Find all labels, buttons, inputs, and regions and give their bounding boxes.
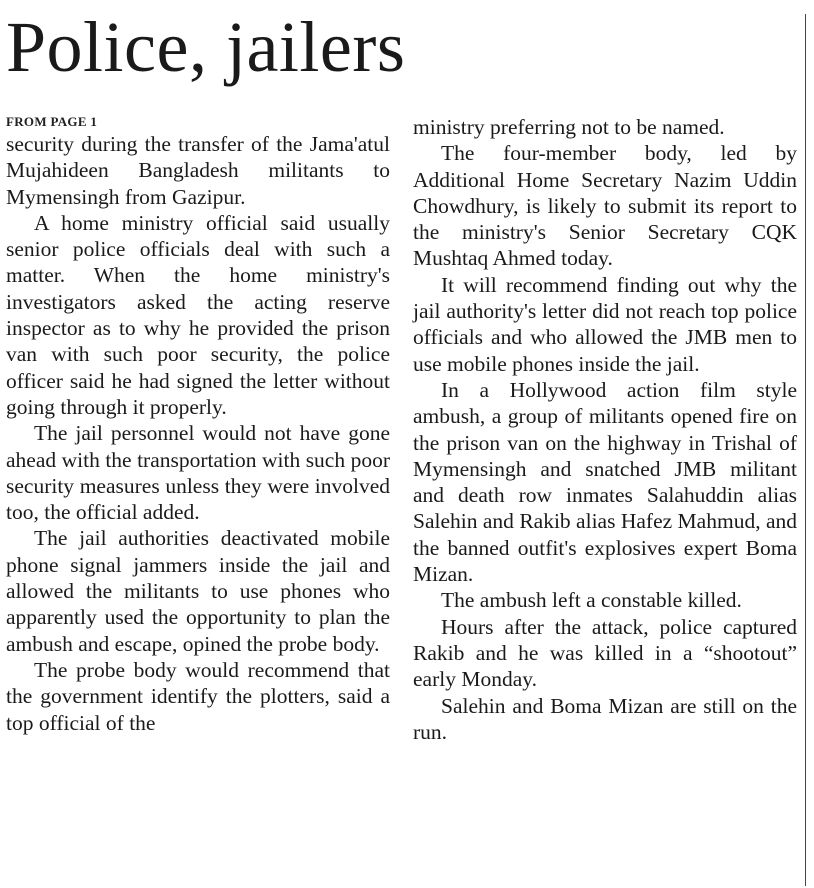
continuation-label: FROM PAGE 1 — [6, 114, 98, 129]
paragraph: The jail personnel would not have gone ahead with the transportation with such poor security measures unless they were involved too, the official added. — [6, 421, 390, 525]
paragraph: Salehin and Boma Mizan are still on the run. — [413, 693, 797, 744]
paragraph: ministry preferring not to be named. — [413, 115, 725, 139]
paragraph: The four-member body, led by Additional Home Secretary Nazim Uddin Chowdhury, is likely to submit its report to the ministry's Senior Secretary CQK Mushtaq Ahmed today. — [413, 141, 797, 271]
paragraph: The jail authorities deactivated mobile phone signal jammers inside the jail and allowed the militants to use phones who apparently used the opportunity to plan the ambush and escape, opined the probe body. — [6, 526, 390, 656]
headline: Police, jailers — [6, 7, 406, 87]
paragraph: The probe body would recommend that the government identify the plotters, said a top official of the — [6, 657, 390, 735]
column-rule — [805, 14, 806, 886]
paragraph: It will recommend finding out why the jail authority's letter did not reach top police officials and who allowed the JMB men to use mobile phones inside the jail. — [413, 272, 797, 376]
article-column-2 — [413, 114, 797, 745]
paragraph: The ambush left a constable killed. — [441, 588, 742, 613]
article-column-1 — [6, 112, 390, 736]
paragraph: In a Hollywood action film style ambush, a group of militants opened fire on the prison van on the highway in Trishal of Mymensingh and snatched JMB militant and death row inmates Salahuddin alias Salehin and Rakib alias Hafez Mahmud, and the banned outfit's explosives expert Boma Mizan. — [413, 377, 797, 587]
paragraph: A home ministry official said usually senior police officials deal with such a matter. When the home ministry's investigators asked the acting reserve inspector as to why he provided the prison van with such poor security, the police officer said he had signed the letter without going through it properly. — [6, 210, 390, 419]
paragraph: Hours after the attack, police captured Rakib and he was killed in a “shootout” early Monday. — [413, 614, 797, 692]
paragraph: security during the transfer of the Jama'atul Mujahideen Bangladesh militants to Mymensingh from Gazipur. — [6, 132, 390, 209]
